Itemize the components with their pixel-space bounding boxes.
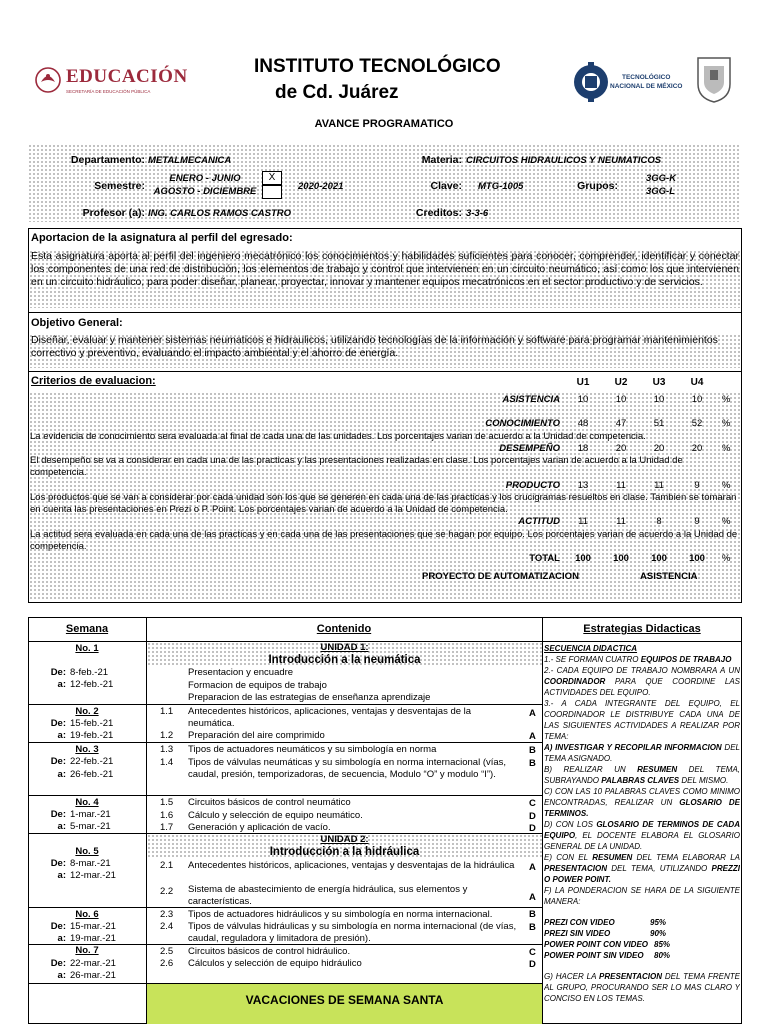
week-divider bbox=[28, 795, 542, 796]
tecnm-logo bbox=[572, 58, 687, 110]
estrategias-content bbox=[544, 643, 740, 1023]
materia-label: Materia: bbox=[421, 154, 462, 166]
criterio-name: DESEMPEÑO bbox=[499, 443, 560, 454]
unit-1-banner bbox=[147, 642, 542, 667]
criterios-title: Criterios de evaluacion: bbox=[31, 375, 156, 387]
criterio-name: CONOCIMIENTO bbox=[485, 418, 560, 429]
semestre-label: Semestre: bbox=[94, 180, 145, 192]
topic-number: 2.6 bbox=[160, 958, 174, 969]
total-value: 100 bbox=[613, 553, 629, 564]
eagle-emblem-icon bbox=[34, 64, 62, 98]
topic-level: A bbox=[529, 708, 536, 719]
educacion-logo bbox=[34, 64, 188, 102]
week-end: 26-feb.-21 bbox=[70, 769, 114, 780]
week-number: No. 6 bbox=[75, 909, 99, 920]
topic-number: 1.7 bbox=[160, 822, 174, 833]
week-start: 8-mar.-21 bbox=[70, 858, 111, 869]
topic-text: Preparación del aire comprimido bbox=[188, 730, 325, 741]
semestre-option-2: AGOSTO - DICIEMBRE bbox=[153, 186, 257, 197]
topic-number: 1.1 bbox=[160, 706, 174, 717]
a-label: a: bbox=[57, 870, 66, 881]
unit-2-banner bbox=[147, 834, 542, 858]
tecnm-text-2: NACIONAL DE MÉXICO bbox=[610, 83, 683, 90]
topic-level: B bbox=[529, 909, 536, 920]
criterio-value: 51 bbox=[653, 418, 665, 429]
col-header-estrategias: Estrategias Didacticas bbox=[583, 623, 701, 635]
estrategia-paragraph: D) CON LOS GLOSARIO DE TERMINOS DE CADA EQUIPO, EL DOCENTE ELABORA EL GLOSARIO GENERAL DE LA UNIDAD. bbox=[544, 820, 740, 851]
criterio-name: PRODUCTO bbox=[505, 480, 560, 491]
criterio-value: 10 bbox=[653, 394, 665, 405]
estrategia-paragraph: A) INVESTIGAR Y RECOPILAR INFORMACION DEL TEMA ASIGNADO. bbox=[544, 743, 740, 763]
criterio-description: El desempeño se va a considerar en cada una de las practicas y las presentaciones realizadas en clase. Los porcentajes varian de acuerdo a la Unidad de competencia. bbox=[30, 455, 683, 478]
criterio-name: ACTITUD bbox=[518, 516, 560, 527]
a-label: a: bbox=[57, 933, 66, 944]
criterio-name: ASISTENCIA bbox=[502, 394, 560, 405]
criterio-value: 11 bbox=[578, 516, 588, 527]
vacation-label: VACACIONES DE SEMANA SANTA bbox=[245, 993, 444, 1007]
criterio-value: 20 bbox=[691, 443, 703, 454]
de-label: De: bbox=[50, 958, 66, 969]
institute-subtitle: de Cd. Juárez bbox=[275, 82, 399, 103]
week-end: 12-mar.-21 bbox=[70, 870, 116, 881]
unit-header-u2: U2 bbox=[614, 377, 628, 388]
topic-level: D bbox=[529, 959, 536, 970]
unit-2-label: UNIDAD 2: bbox=[320, 834, 369, 845]
criterio-description: Los productos que se van a considerar por cada unidad son los que se generen en cada una de las practicas y los crucigramas resueltos en clase. Tambien se tomaran en cuenta las presentaciones en Prezi o P. Point. Los porcentajes varian de acuerdo a la Unidad de competencia. bbox=[30, 492, 737, 515]
col-header-contenido: Contenido bbox=[316, 623, 372, 635]
topic-level: C bbox=[529, 947, 536, 958]
topic-level: C bbox=[529, 798, 536, 809]
semestre-checkbox-2[interactable] bbox=[262, 185, 282, 199]
divider bbox=[28, 371, 742, 372]
topic-number: 1.5 bbox=[160, 797, 174, 808]
criterio-value: 11 bbox=[616, 480, 626, 491]
estrategia-paragraph: E) CON EL RESUMEN DEL TEMA ELABORAR LA PRESENTACION DEL TEMA, UTILIZANDO PREZZI O POWER POINT. bbox=[544, 853, 740, 884]
educacion-logo-text: EDUCACIÓN bbox=[66, 66, 188, 87]
de-label: De: bbox=[50, 718, 66, 729]
topic-text: Cálculo y selección de equipo neumático. bbox=[188, 810, 363, 821]
ponderacion-row: POWER POINT CON VIDEO 85% bbox=[544, 940, 671, 949]
criterio-value: 11 bbox=[654, 480, 664, 491]
a-label: a: bbox=[57, 679, 66, 690]
week-divider bbox=[28, 704, 542, 705]
intro-item: Preparacion de las estrategias de enseñanza aprendizaje bbox=[188, 692, 431, 703]
criterio-description: La actitud sera evaluada en cada una de las practicas y en cada una de las presentaciones que se hagan por equipo. Los porcentajes varian de acuerdo a la Unidad de competencia. bbox=[30, 529, 738, 552]
intro-item: Presentacion y encuadre bbox=[188, 667, 294, 678]
week-number: No. 5 bbox=[75, 846, 99, 857]
topic-text: Tipos de válvulas hidráulicas y su simbología en norma internacional (de vías, caudal, reguladora y limitadora de presión). bbox=[188, 921, 517, 944]
column-divider bbox=[542, 617, 543, 1024]
criterio-value: 20 bbox=[653, 443, 665, 454]
criterio-value: 10 bbox=[615, 394, 627, 405]
criterio-value: 48 bbox=[577, 418, 589, 429]
topic-level: A bbox=[529, 892, 536, 903]
proyecto-label: PROYECTO DE AUTOMATIZACION bbox=[422, 571, 579, 582]
week-end: 19-mar.-21 bbox=[70, 933, 116, 944]
ponderacion-row: PREZI SIN VIDEO 90% bbox=[544, 929, 667, 938]
de-label: De: bbox=[50, 809, 66, 820]
year-value: 2020-2021 bbox=[298, 181, 344, 192]
unit-1-label: UNIDAD 1: bbox=[320, 642, 369, 653]
week-end: 12-feb.-21 bbox=[70, 679, 114, 690]
de-label: De: bbox=[50, 858, 66, 869]
week-number: No. 2 bbox=[75, 706, 99, 717]
grupo-2-value: 3GG-L bbox=[646, 186, 676, 197]
estrategia-paragraph: 2.- CADA EQUIPO DE TRABAJO NOMBRARA A UN COORDINADOR PARA QUE COORDINE LAS ACTIVIDADES DEL EQUIPO. bbox=[544, 666, 740, 697]
percent-sign: % bbox=[722, 418, 731, 429]
intro-item: Formacion de equipos de trabajo bbox=[188, 680, 327, 691]
total-value: 100 bbox=[689, 553, 705, 564]
educacion-logo-sub: SECRETARÍA DE EDUCACIÓN PÚBLICA bbox=[66, 89, 151, 94]
week-number: No. 3 bbox=[75, 744, 99, 755]
week-end: 19-feb.-21 bbox=[70, 730, 114, 741]
week-number: No. 7 bbox=[75, 945, 99, 956]
topic-text: Tipos de válvulas neumáticas y su simbología en norma internacional (vías, caudal, presión, temporizadoras, de secuencia, Modulo “O” y modulo “I”). bbox=[188, 757, 507, 780]
unit-1-title: Introducción a la neumática bbox=[268, 654, 421, 666]
estrategia-paragraph: 1.- SE FORMAN CUATRO EQUIPOS DE TRABAJO bbox=[544, 655, 732, 664]
topic-level: D bbox=[529, 823, 536, 834]
total-label: TOTAL bbox=[529, 553, 560, 564]
semestre-checkbox-1[interactable]: X bbox=[262, 171, 282, 185]
topic-level: B bbox=[529, 745, 536, 756]
topic-text: Tipos de actuadores hidráulicos y su simbología en norma internacional. bbox=[188, 909, 493, 920]
criterio-value: 9 bbox=[694, 516, 700, 527]
week-start: 1-mar.-21 bbox=[70, 809, 111, 820]
estrategia-paragraph: C) CON LAS 10 PALABRAS CLAVES COMO MINIMO ENCONTRADAS, REALIZAR UN GLOSARIO DE TERMINOS. bbox=[544, 787, 740, 818]
topic-level: B bbox=[529, 922, 536, 933]
topic-number: 2.1 bbox=[160, 860, 174, 871]
creditos-label: Creditos: bbox=[415, 207, 462, 219]
institute-title: INSTITUTO TECNOLÓGICO bbox=[254, 56, 501, 77]
total-value: 100 bbox=[575, 553, 591, 564]
criterio-description: La evidencia de conocimiento sera evaluada al final de cada una de las unidades. Los porcentajes varian de acuerdo a la Unidad de competencia. bbox=[30, 431, 646, 442]
total-value: 100 bbox=[651, 553, 667, 564]
de-label: De: bbox=[50, 667, 66, 678]
criterio-value: 13 bbox=[577, 480, 589, 491]
topic-number: 2.4 bbox=[160, 921, 174, 932]
week-start: 22-feb.-21 bbox=[70, 756, 114, 767]
criterio-value: 52 bbox=[691, 418, 703, 429]
criterio-value: 20 bbox=[615, 443, 627, 454]
week-start: 8-feb.-21 bbox=[70, 667, 109, 678]
topic-text: Circuitos básicos de control neumático bbox=[188, 797, 351, 808]
week-start: 22-mar.-21 bbox=[70, 958, 116, 969]
profesor-label: Profesor (a): bbox=[82, 207, 145, 219]
criterio-value: 8 bbox=[656, 516, 662, 527]
a-label: a: bbox=[57, 769, 66, 780]
topic-level: A bbox=[529, 862, 536, 873]
topic-number: 1.4 bbox=[160, 757, 174, 768]
topic-number: 1.6 bbox=[160, 810, 174, 821]
topic-text: Circuitos básicos de control hidráulico. bbox=[188, 946, 351, 957]
ponderacion-row: PREZI CON VIDEO 95% bbox=[544, 918, 667, 927]
vacation-bar bbox=[147, 984, 542, 1024]
criterio-value: 47 bbox=[615, 418, 627, 429]
materia-value: CIRCUITOS HIDRAULICOS Y NEUMATICOS bbox=[466, 155, 662, 166]
topic-text: Tipos de actuadores neumáticos y su simbología en norma bbox=[188, 744, 437, 755]
criterio-value: 10 bbox=[577, 394, 589, 405]
gear-emblem-icon bbox=[572, 58, 610, 106]
topic-text: Antecedentes históricos, aplicaciones, ventajas y desventajas de la neumática. bbox=[188, 706, 472, 729]
document-title: AVANCE PROGRAMATICO bbox=[314, 118, 454, 130]
topic-level: B bbox=[529, 758, 536, 769]
clave-value: MTG-1005 bbox=[478, 181, 524, 192]
topic-text: Antecedentes históricos, aplicaciones, ventajas y desventajas de la hidráulica bbox=[188, 860, 515, 871]
topic-number: 1.2 bbox=[160, 730, 174, 741]
grupos-label: Grupos: bbox=[577, 180, 618, 192]
topic-level: D bbox=[529, 811, 536, 822]
ponderacion-row: POWER POINT SIN VIDEO 80% bbox=[544, 951, 671, 960]
topic-number: 2.2 bbox=[160, 886, 174, 897]
week-divider bbox=[28, 742, 542, 743]
a-label: a: bbox=[57, 730, 66, 741]
departamento-value: METALMECANICA bbox=[148, 155, 232, 166]
estrategia-paragraph: B) REALIZAR UN RESUMEN DEL TEMA, SUBRAYANDO PALABRAS CLAVES DEL MISMO. bbox=[544, 765, 740, 785]
departamento-label: Departamento: bbox=[70, 154, 145, 166]
criterio-value: 9 bbox=[694, 480, 700, 491]
week-end: 26-mar.-21 bbox=[70, 970, 116, 981]
column-divider bbox=[146, 617, 147, 1024]
de-label: De: bbox=[50, 756, 66, 767]
topic-level: A bbox=[529, 731, 536, 742]
estrategia-paragraph: 3.- A CADA INTEGRANTE DEL EQUIPO, EL COORDINADOR LE DISTRIBUYE CADA UNA DE LAS SIGUIENTES ACTIVIDADES A REALIZAR POR TEMA: bbox=[544, 699, 740, 741]
percent-sign: % bbox=[722, 553, 731, 564]
profesor-value: ING. CARLOS RAMOS CASTRO bbox=[148, 208, 292, 219]
asistencia-label: ASISTENCIA bbox=[640, 571, 698, 582]
criterio-value: 11 bbox=[616, 516, 626, 527]
percent-sign: % bbox=[722, 480, 731, 491]
topic-text: Generación y aplicación de vacío. bbox=[188, 822, 331, 833]
semestre-option-1: ENERO - JUNIO bbox=[169, 173, 241, 184]
topic-number: 2.3 bbox=[160, 909, 174, 920]
aportacion-title: Aportacion de la asignatura al perfil del egresado: bbox=[31, 232, 293, 244]
estrategias-title: SECUENCIA DIDACTICA bbox=[544, 644, 638, 653]
tecnm-text-1: TECNOLÓGICO bbox=[622, 74, 671, 81]
grupo-1-value: 3GG-K bbox=[646, 173, 677, 184]
week-number: No. 4 bbox=[75, 797, 99, 808]
unit-header-u4: U4 bbox=[690, 377, 704, 388]
a-label: a: bbox=[57, 821, 66, 832]
topic-text: Sistema de abastecimiento de energía hidráulica, sus elementos y características. bbox=[188, 884, 468, 907]
estrategia-paragraph: G) HACER LA PRESENTACION DEL TEMA FRENTE AL GRUPO, PROCURANDO SER LO MAS CLARO Y CONCISO EN LOS TEMAS. bbox=[544, 972, 740, 1003]
topic-number: 1.3 bbox=[160, 744, 174, 755]
unit-header-u3: U3 bbox=[652, 377, 666, 388]
de-label: De: bbox=[50, 921, 66, 932]
unit-2-title: Introducción a la hidráulica bbox=[269, 846, 420, 858]
divider bbox=[28, 312, 742, 313]
col-header-semana: Semana bbox=[65, 623, 109, 635]
week-start: 15-feb.-21 bbox=[70, 718, 114, 729]
unit-header-u1: U1 bbox=[576, 377, 590, 388]
clave-label: Clave: bbox=[430, 180, 462, 192]
creditos-value: 3-3-6 bbox=[466, 208, 489, 219]
topic-text: Cálculos y selección de equipo hidráulico bbox=[188, 958, 362, 969]
week-number: No. 1 bbox=[75, 643, 99, 654]
percent-sign: % bbox=[722, 516, 731, 527]
estrategia-paragraph: F) LA PONDERACION SE HARA DE LA SIGUIENTE MANERA: bbox=[544, 886, 740, 906]
objetivo-text: Diseñar, evaluar y mantener sistemas neumaticos e hidraulicos, utilizando tecnologías de la información y software para programar mantenimientos correctivo y preventivo, evaluando el impacto ambiental y el ahorro de energía. bbox=[29, 334, 741, 368]
topic-number: 2.5 bbox=[160, 946, 174, 957]
objetivo-title: Objetivo General: bbox=[31, 317, 123, 329]
a-label: a: bbox=[57, 970, 66, 981]
week-start: 15-mar.-21 bbox=[70, 921, 116, 932]
week-end: 5-mar.-21 bbox=[70, 821, 111, 832]
criterio-value: 18 bbox=[577, 443, 589, 454]
percent-sign: % bbox=[722, 394, 731, 405]
criterio-value: 10 bbox=[691, 394, 703, 405]
percent-sign: % bbox=[722, 443, 731, 454]
aportacion-text: Esta asignatura aporta al perfil del ingeniero mecatrónico los conocimientos y habilidades suficientes para conocer, comprender, identificar y conectar los componentes de una red de distribución, los elementos de trabajo y control que intervienen en un circuito neumático, así como los que intervienen en un circuito hidráulico, para poder diseñar, planear, proyectar, innovar y mantener equipos mecatrónicos en el sector productivo y de servicios. bbox=[29, 250, 741, 308]
itcj-shield-icon bbox=[694, 54, 734, 104]
